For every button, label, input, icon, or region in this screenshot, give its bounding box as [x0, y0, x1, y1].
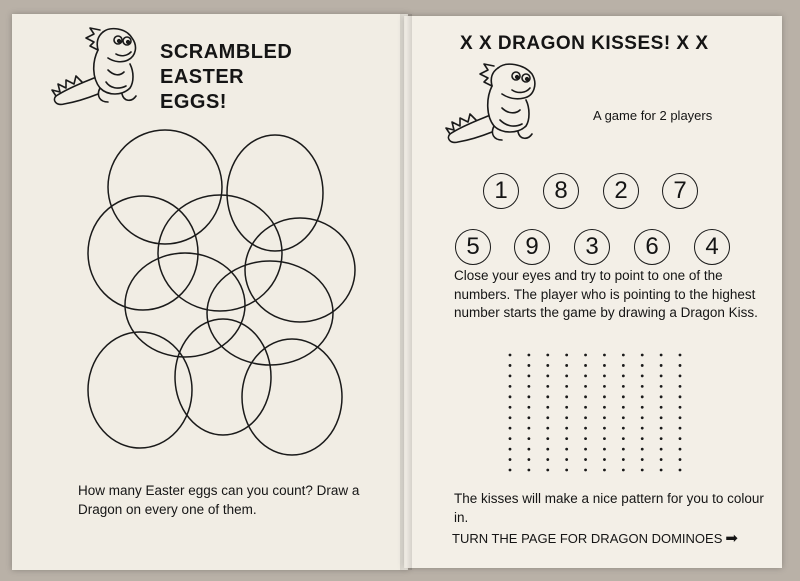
grid-dot: [603, 469, 606, 472]
grid-dot: [641, 395, 644, 398]
grid-dot: [641, 458, 644, 461]
grid-dot: [679, 406, 682, 409]
number-circle-4: 4: [694, 229, 730, 265]
scrambled-eggs-drawing: [80, 125, 360, 465]
grid-dot: [660, 469, 663, 472]
grid-dot: [622, 354, 625, 357]
grid-dot: [603, 375, 606, 378]
grid-dot: [622, 416, 625, 419]
grid-dot: [584, 469, 587, 472]
grid-dot: [679, 354, 682, 357]
grid-dot: [509, 437, 512, 440]
grid-dot: [584, 448, 587, 451]
grid-dot: [622, 448, 625, 451]
grid-dot: [641, 416, 644, 419]
grid-dot: [509, 375, 512, 378]
grid-dot: [660, 385, 663, 388]
grid-dot: [527, 448, 530, 451]
title-line-2: EASTER: [160, 66, 245, 88]
grid-dot: [584, 395, 587, 398]
grid-dot: [509, 469, 512, 472]
grid-dot: [679, 437, 682, 440]
grid-dot: [622, 375, 625, 378]
grid-dot: [603, 395, 606, 398]
grid-dot: [660, 437, 663, 440]
grid-dot: [546, 364, 549, 367]
egg-5: [245, 218, 355, 322]
egg-9: [175, 319, 271, 435]
grid-dot: [622, 427, 625, 430]
grid-dot: [584, 375, 587, 378]
title-line-1: SCRAMBLED: [160, 41, 293, 63]
grid-dot: [584, 364, 587, 367]
turn-page-text: TURN THE PAGE FOR DRAGON DOMINOES: [452, 531, 723, 546]
grid-dot: [509, 395, 512, 398]
grid-dot: [660, 427, 663, 430]
grid-dot: [565, 354, 568, 357]
arrow-right-icon: ➡: [725, 530, 738, 547]
grid-dot: [641, 437, 644, 440]
grid-dot: [679, 448, 682, 451]
grid-dot: [622, 458, 625, 461]
grid-dot: [509, 406, 512, 409]
dot-grid: [505, 350, 685, 475]
grid-dot: [603, 364, 606, 367]
grid-dot: [546, 437, 549, 440]
grid-dot: [584, 458, 587, 461]
grid-dot: [509, 427, 512, 430]
grid-dot: [527, 354, 530, 357]
grid-dot: [509, 354, 512, 357]
grid-dot: [622, 364, 625, 367]
grid-dot: [565, 469, 568, 472]
number-circle-7: 7: [662, 173, 698, 209]
grid-dot: [565, 385, 568, 388]
grid-dot: [565, 364, 568, 367]
grid-dot: [527, 364, 530, 367]
grid-dot: [660, 354, 663, 357]
grid-dot: [641, 375, 644, 378]
right-instructions: Close your eyes and try to point to one of the numbers. The player who is pointing to the highest number starts the game by drawing a Dragon Kiss.: [454, 268, 758, 320]
grid-dot: [527, 469, 530, 472]
grid-dot: [546, 406, 549, 409]
grid-dot: [660, 395, 663, 398]
footer-text: The kisses will make a nice pattern for you to colour in.: [454, 491, 764, 525]
grid-dot: [584, 385, 587, 388]
number-circle-8: 8: [543, 173, 579, 209]
grid-dot: [527, 395, 530, 398]
grid-dot: [641, 364, 644, 367]
grid-dot: [679, 416, 682, 419]
left-instructions: How many Easter eggs can you count? Draw a Dragon on every one of them.: [78, 483, 360, 517]
grid-dot: [603, 354, 606, 357]
grid-dot: [546, 375, 549, 378]
grid-dot: [679, 427, 682, 430]
grid-dot: [527, 385, 530, 388]
grid-dot: [527, 375, 530, 378]
grid-dot: [603, 385, 606, 388]
grid-dot: [565, 416, 568, 419]
grid-dot: [546, 469, 549, 472]
book-spine: [400, 14, 412, 570]
grid-dot: [641, 448, 644, 451]
grid-dot: [565, 437, 568, 440]
number-circle-6: 6: [634, 229, 670, 265]
grid-dot: [603, 437, 606, 440]
grid-dot: [641, 406, 644, 409]
grid-dot: [584, 427, 587, 430]
grid-dot: [527, 437, 530, 440]
grid-dot: [660, 375, 663, 378]
egg-10: [242, 339, 342, 455]
grid-dot: [641, 469, 644, 472]
grid-dot: [546, 416, 549, 419]
grid-dot: [622, 469, 625, 472]
grid-dot: [527, 458, 530, 461]
grid-dot: [565, 375, 568, 378]
grid-dot: [641, 354, 644, 357]
grid-dot: [584, 406, 587, 409]
dragon-icon: [48, 22, 153, 117]
page-title-scrambled-eggs: [160, 40, 292, 115]
grid-dot: [546, 354, 549, 357]
grid-dot: [641, 427, 644, 430]
grid-dot: [679, 375, 682, 378]
grid-dot: [660, 458, 663, 461]
grid-dot: [565, 448, 568, 451]
grid-dot: [546, 427, 549, 430]
title-line-3: EGGS!: [160, 91, 227, 113]
grid-dot: [622, 385, 625, 388]
dragon-icon: [440, 58, 550, 153]
number-circle-2: 2: [603, 173, 639, 209]
grid-dot: [622, 406, 625, 409]
grid-dot: [660, 406, 663, 409]
grid-dot: [565, 395, 568, 398]
grid-dot: [546, 458, 549, 461]
grid-dot: [603, 427, 606, 430]
grid-dot: [622, 437, 625, 440]
grid-dot: [679, 364, 682, 367]
number-circle-1: 1: [483, 173, 519, 209]
grid-dot: [584, 437, 587, 440]
grid-dot: [546, 395, 549, 398]
grid-dot: [527, 427, 530, 430]
turn-page-line: [452, 529, 738, 547]
grid-dot: [509, 385, 512, 388]
grid-dot: [565, 406, 568, 409]
grid-dot: [660, 364, 663, 367]
grid-dot: [641, 385, 644, 388]
grid-dot: [660, 416, 663, 419]
grid-dot: [509, 458, 512, 461]
grid-dot: [679, 469, 682, 472]
grid-dot: [603, 406, 606, 409]
grid-dot: [509, 416, 512, 419]
game-subtitle: A game for 2 players: [593, 108, 713, 123]
egg-2: [227, 135, 323, 251]
grid-dot: [603, 448, 606, 451]
grid-dot: [565, 427, 568, 430]
grid-dot: [584, 354, 587, 357]
grid-dot: [509, 448, 512, 451]
grid-dot: [565, 458, 568, 461]
grid-dot: [546, 385, 549, 388]
number-circle-3: 3: [574, 229, 610, 265]
grid-dot: [584, 416, 587, 419]
grid-dot: [679, 385, 682, 388]
grid-dot: [509, 364, 512, 367]
page-title-dragon-kisses: X X DRAGON KISSES! X X: [460, 33, 709, 54]
grid-dot: [527, 406, 530, 409]
grid-dot: [679, 458, 682, 461]
number-circle-5: 5: [455, 229, 491, 265]
grid-dot: [603, 416, 606, 419]
grid-dot: [546, 448, 549, 451]
grid-dot: [660, 448, 663, 451]
grid-dot: [603, 458, 606, 461]
grid-dot: [527, 416, 530, 419]
grid-dot: [622, 395, 625, 398]
grid-dot: [679, 395, 682, 398]
number-circle-9: 9: [514, 229, 550, 265]
